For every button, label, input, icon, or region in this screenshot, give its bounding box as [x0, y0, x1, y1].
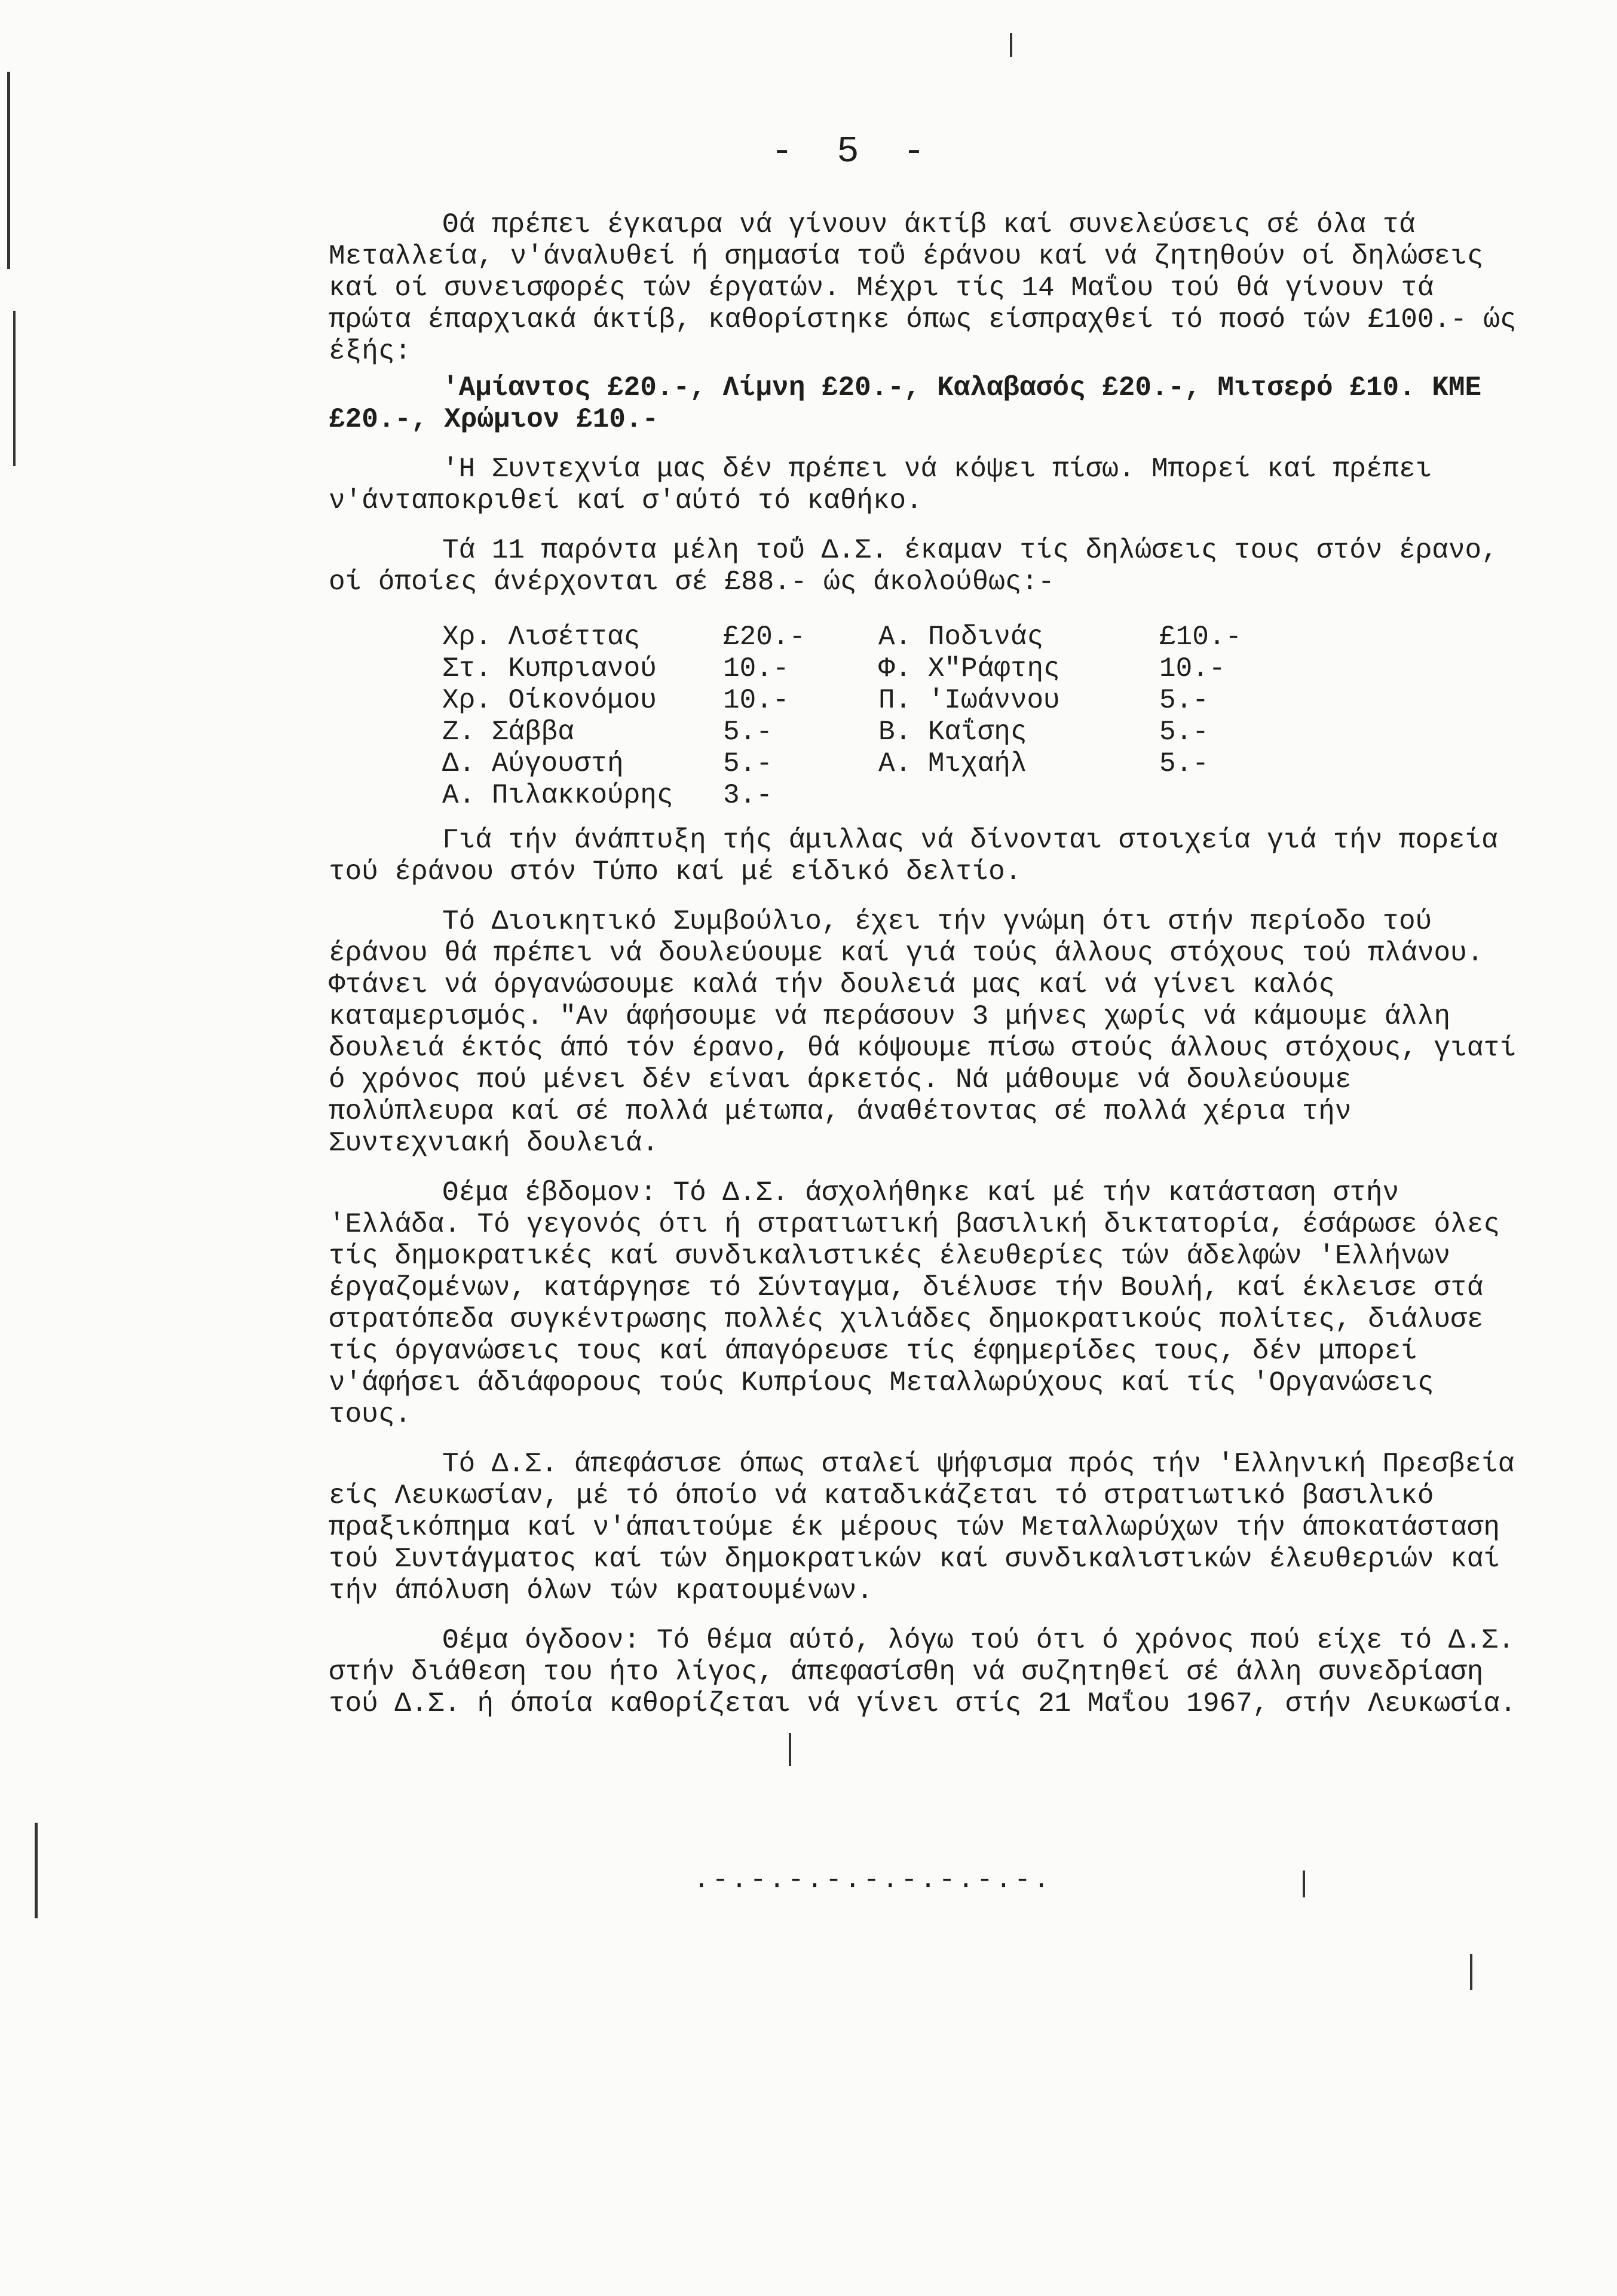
- paragraph: Θά πρέπει έγκαιρα νά γίνουν άκτίβ καί συνελεύσεις σέ όλα τά Μεταλλεία, ν'άναλυθεί ή σημασία τοΰ έράνου καί νά ζητηθούν οί δηλώσεις καί οί συνεισφορές τών έργατών. Μέχρι τίς 14 Μαΐου τού θά γίνουν τά πρώτα έπαρχιακά άκτίβ, καθορίστηκε όπως είσπραχθεί τό ποσό τών £100.- ώς έξής:: [329, 209, 1533, 367]
- contribution-row: Δ. Αύγουστή 5.-: [442, 748, 773, 779]
- upper-body: [329, 209, 1533, 616]
- contribution-row: Χρ. Λισέττας £20.-: [442, 622, 806, 653]
- contribution-row: Στ. Κυπριανού 10.-: [442, 653, 789, 684]
- scan-mark: [789, 1733, 791, 1766]
- paragraph-topic-seven: Θέμα έβδομον: Τό Δ.Σ. άσχολήθηκε καί μέ τήν κατάσταση στήν 'Ελλάδα. Τό γεγονός ότι ή στρατιωτική βασιλική δικτατορία, έσάρωσε όλες τίς δημοκρατικές καί συνδικαλιστικές έλευθερίες τών άδελφών 'Ελλήνων έργαζομένων, κατάργησε τό Σύνταγμα, διέλυσε τήν Βουλή, καί έκλεισε στά στρατόπεδα συγκέντρωσης πολλές χιλιάδες δημοκρατικούς πολίτες, διάλυσε τίς όργανώσεις τους καί άπαγόρευσε τίς έφημερίδες τους, δέν μπορεί ν'άφήσει άδιάφορους τούς Κυπρίους Μεταλλωρύχους καί τίς 'Οργανώσεις τους.: [329, 1177, 1517, 1430]
- contribution-row: Ζ. Σάββα 5.-: [442, 717, 773, 748]
- contribution-row: Α. Πιλακκούρης 3.-: [442, 780, 773, 811]
- contributions-right-column: [878, 622, 1315, 780]
- scan-mark: [7, 72, 10, 269]
- lower-body: [329, 825, 1533, 1738]
- scan-mark: [1470, 1954, 1472, 1990]
- contribution-row: Α. Μιχαήλ 5.-: [878, 748, 1209, 779]
- paragraph: Γιά τήν άνάπτυξη τής άμιλλας νά δίνονται στοιχεία γιά τήν πορεία τού έράνου στόν Τύπο καί μέ είδικό δελτίο.: [329, 825, 1515, 887]
- paragraph-topic-eight: Θέμα όγδοον: Τό θέμα αύτό, λόγω τού ότι ό χρόνος πού είχε τό Δ.Σ. στήν διάθεση του ήτο λίγος, άπεφασίσθη νά συζητηθεί σέ άλλη συνεδρίαση τού Δ.Σ. ή όποία καθορίζεται νά γίνει στίς 21 Μαΐου 1967, στήν Λευκωσία.: [329, 1625, 1531, 1719]
- scan-mark: [1303, 1871, 1305, 1897]
- end-mark: .-.-.-.-.-.-.-.-.-.: [693, 1865, 1052, 1896]
- contribution-row: Α. Ποδινάς £10.-: [878, 622, 1242, 653]
- scan-mark: [1010, 33, 1012, 57]
- contribution-row: Β. Καΐσης 5.-: [878, 717, 1209, 748]
- paragraph: Τό Διοικητικό Συμβούλιο, έχει τήν γνώμη ότι στήν περίοδο τού έράνου θά πρέπει νά δουλεύουμε καί γιά τούς άλλους στόχους τού πλάνου. Φτάνει νά όργανώσουμε καλά τήν δουλειά μας καί νά γίνει καλός καταμερισμός. "Αν άφήσουμε νά περάσουν 3 μήνες χωρίς νά κάμουμε άλλη δουλειά έκτός άπό τόν έρανο, θά κόψουμε πίσω στούς άλλους στόχους, γιατί ό χρόνος πού μένει δέν είναι άρκετός. Νά μάθουμε νά δουλεύουμε πολύπλευρα καί σέ πολλά μέτωπα, άναθέτοντας σέ πολλά χέρια τήν Συντεχνιακή δουλειά.: [329, 906, 1533, 1159]
- paragraph: 'Η Συντεχνία μας δέν πρέπει νά κόψει πίσω. Μπορεί καί πρέπει ν'άνταποκριθεί καί σ'αύτό τό καθήκο.: [329, 454, 1448, 516]
- contributions-left-column: [442, 622, 878, 812]
- mine-quotas: 'Αμίαντος £20.-, Λίμνη £20.-, Καλαβασός £20.-, Μιτσερό £10. ΚΜΕ £20.-, Χρώμιον £10.-: [329, 372, 1498, 435]
- page-number: - 5 -: [771, 130, 936, 173]
- paragraph: Τό Δ.Σ. άπεφάσισε όπως σταλεί ψήφισμα πρός τήν 'Ελληνική Πρεσβεία είς Λευκωσίαν, μέ τό όποίο νά καταδικάζεται τό στρατιωτικό βασιλικό πραξικόπημα καί ν'άπαιτούμε έκ μέρους τών Μεταλλωρύχων τήν άποκατάσταση τού Συντάγματος καί τών δημοκρατικών καί συνδικαλιστικών έλευθεριών καί τήν άπόλυση όλων τών κρατουμένων.: [329, 1449, 1531, 1606]
- contribution-row: Φ. Χ"Ράφτης 10.-: [878, 653, 1226, 684]
- contribution-row: Χρ. Οίκονόμου 10.-: [442, 685, 789, 716]
- paragraph: Τά 11 παρόντα μέλη τοΰ Δ.Σ. έκαμαν τίς δηλώσεις τους στόν έρανο, οί όποίες άνέρχονται σέ £88.- ώς άκολούθως:-: [329, 535, 1515, 598]
- scan-mark: [35, 1823, 38, 1918]
- scan-mark: [13, 311, 16, 466]
- contribution-row: Π. 'Ιωάννου 5.-: [878, 685, 1209, 716]
